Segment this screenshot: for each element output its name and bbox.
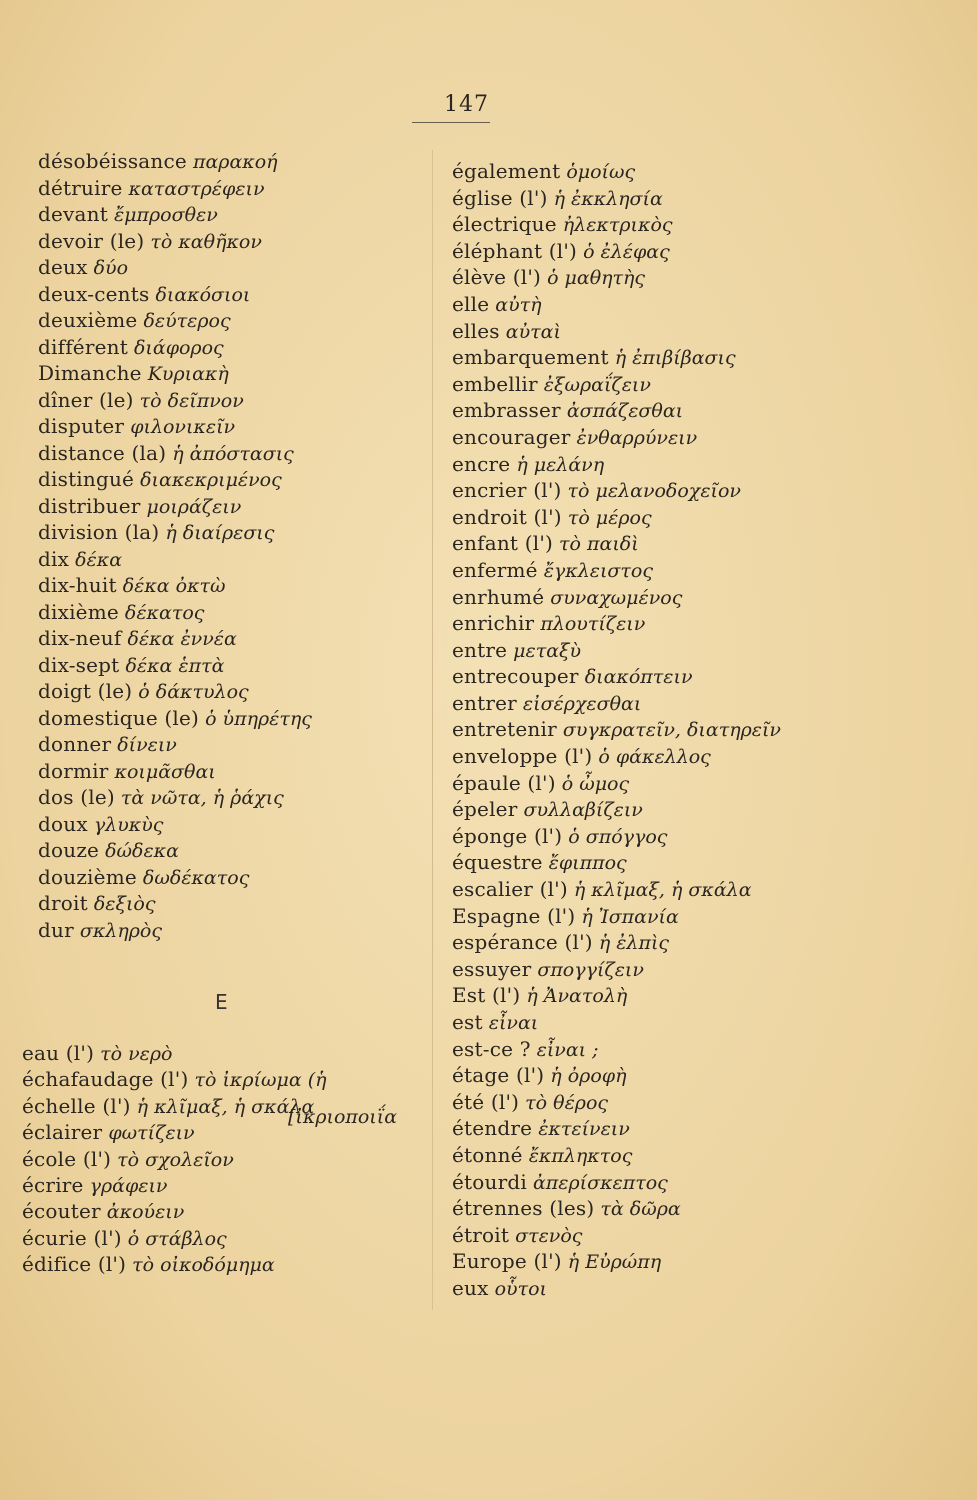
dictionary-entry <box>38 360 438 387</box>
dictionary-entry <box>452 770 952 797</box>
greek-translation: δέκα ὀκτὼ <box>122 575 226 597</box>
dictionary-entry <box>452 344 952 371</box>
greek-translation: ἔμπροσθεν <box>113 204 218 226</box>
greek-translation: φιλονικεῖν <box>130 416 236 438</box>
french-word: enveloppe (l') <box>452 744 593 769</box>
greek-translation: μοιράζειν <box>146 495 242 518</box>
greek-translation: ἡ κλῖμαξ, ἡ σκάλα <box>136 1095 315 1118</box>
french-word: droit <box>38 891 88 915</box>
french-word: électrique <box>452 212 557 237</box>
dictionary-entry <box>38 572 438 599</box>
french-word: dur <box>38 917 74 942</box>
dictionary-entry <box>38 413 438 440</box>
dictionary-entry <box>452 1062 952 1089</box>
greek-translation: ἡ Εὐρώπη <box>567 1251 662 1274</box>
french-word: élève (l') <box>452 265 542 290</box>
dictionary-entry <box>38 837 438 864</box>
dictionary-entry <box>452 451 952 478</box>
french-word: elles <box>452 318 500 343</box>
greek-translation: συλλαβίζειν <box>523 799 643 822</box>
dictionary-entry <box>452 1275 952 1302</box>
greek-translation: εἶναι ; <box>536 1038 599 1061</box>
dictionary-entry <box>452 1036 952 1063</box>
french-word: donner <box>38 732 112 756</box>
dictionary-entry <box>38 387 438 414</box>
french-word: écrire <box>22 1172 84 1197</box>
dictionary-entry <box>38 890 438 917</box>
french-word: étrennes (les) <box>452 1196 595 1221</box>
french-word: douze <box>38 838 100 862</box>
greek-translation: ἡ ἐλπὶς <box>598 932 670 955</box>
dictionary-entry <box>38 652 438 679</box>
french-word: devoir (le) <box>38 228 145 253</box>
french-word: doigt (le) <box>38 679 133 703</box>
greek-translation: ὁ ὦμος <box>561 772 630 795</box>
dictionary-entry <box>38 864 438 891</box>
greek-translation: ἡ ἀπόστασις <box>172 442 294 465</box>
dictionary-entry <box>38 228 438 255</box>
greek-translation: πλουτίζειν <box>540 613 646 636</box>
greek-translation: δεξιὸς <box>93 893 156 915</box>
french-word: enrhumé <box>452 584 545 609</box>
greek-translation: διακόπτειν <box>584 666 693 689</box>
greek-translation: συναχωμένος <box>550 586 683 609</box>
dictionary-entry <box>38 758 438 785</box>
french-word: deux-cents <box>38 281 150 306</box>
greek-translation: κοιμᾶσθαι <box>114 760 216 783</box>
greek-translation: ὁ ὑπηρέτης <box>205 707 312 730</box>
french-word: enfermé <box>452 557 538 582</box>
greek-translation: ὁ ἐλέφας <box>583 240 670 263</box>
greek-translation: μεταξὺ <box>513 639 582 662</box>
greek-translation: διακόσιοι <box>155 283 251 306</box>
dictionary-entry <box>22 1225 422 1251</box>
greek-translation: ἡ Ἀνατολὴ <box>526 985 628 1008</box>
french-word: église (l') <box>452 185 548 210</box>
greek-translation: τὸ δεῖπνον <box>139 389 244 412</box>
french-word: embrasser <box>452 398 561 423</box>
french-word: Espagne (l') <box>452 903 576 928</box>
dictionary-entry <box>452 903 952 930</box>
dictionary-entry <box>38 254 438 281</box>
french-word: différent <box>38 334 128 359</box>
french-word: distingué <box>38 467 135 491</box>
greek-translation: παρακοή <box>192 151 278 173</box>
dictionary-entry <box>452 371 952 398</box>
greek-translation: δέκα ἑπτὰ <box>125 654 225 677</box>
dictionary-entry <box>452 690 952 717</box>
dictionary-entry <box>38 519 438 546</box>
french-word: également <box>452 159 561 183</box>
greek-translation: οὗτοι <box>494 1277 547 1300</box>
french-word: épeler <box>452 797 518 822</box>
greek-translation: δέκα <box>75 548 123 571</box>
french-word: éponge (l') <box>452 823 563 848</box>
greek-translation: δύο <box>93 257 129 279</box>
dictionary-entry <box>452 637 952 664</box>
greek-translation: ἔγκλειστος <box>543 559 653 582</box>
french-word: étendre <box>452 1116 533 1141</box>
french-word: échelle (l') <box>22 1093 131 1118</box>
dictionary-entry <box>22 1198 422 1224</box>
dictionary-entry <box>38 705 438 732</box>
greek-translation: φωτίζειν <box>108 1122 195 1145</box>
french-word: épaule (l') <box>452 770 556 795</box>
dictionary-entry <box>452 1009 952 1036</box>
french-word: encourager <box>452 424 571 449</box>
french-word: eau (l') <box>22 1041 95 1065</box>
french-word: étage (l') <box>452 1063 545 1088</box>
dictionary-entry <box>452 1115 952 1142</box>
dictionary-entry <box>22 1146 422 1172</box>
french-word: embarquement <box>452 345 609 370</box>
greek-translation: ἡ ἐκκλησία <box>553 187 663 210</box>
dictionary-entry <box>38 175 438 202</box>
greek-translation: συγκρατεῖν, διατηρεῖν <box>562 719 781 742</box>
dictionary-entry <box>452 876 952 903</box>
dictionary-entry <box>38 917 438 944</box>
greek-translation: αὐταὶ <box>505 320 561 343</box>
french-word: espérance (l') <box>452 930 593 955</box>
dictionary-entry <box>452 663 952 690</box>
dictionary-entry <box>22 1172 422 1198</box>
french-word: deux <box>38 255 88 279</box>
greek-translation: τὸ νερὸ <box>100 1043 173 1065</box>
dictionary-entry <box>38 678 438 705</box>
header-rule <box>412 122 490 123</box>
greek-translation: διάφορος <box>133 336 224 359</box>
dictionary-entry <box>38 493 438 520</box>
dictionary-entry <box>38 599 438 626</box>
dictionary-entry <box>38 546 438 573</box>
french-word: édifice (l') <box>22 1252 127 1277</box>
french-word: dix-neuf <box>38 626 122 650</box>
dictionary-entry <box>452 1195 952 1222</box>
greek-translation: ἀσπάζεσθαι <box>566 400 684 423</box>
dictionary-entry <box>22 1251 422 1277</box>
greek-translation: τὰ νῶτα, ἡ ῥάχις <box>120 787 284 809</box>
french-word: enrichir <box>452 611 535 636</box>
french-word: étonné <box>452 1142 523 1167</box>
greek-translation: ὁ φάκελλος <box>598 746 711 769</box>
french-word: entrer <box>452 690 517 715</box>
greek-translation: τὸ παιδὶ <box>559 533 639 556</box>
dictionary-entry <box>452 796 952 823</box>
greek-translation: ἡ διαίρεσις <box>165 522 275 544</box>
dictionary-entry <box>452 158 952 185</box>
french-word: étroit <box>452 1222 510 1247</box>
french-word: dîner (le) <box>38 387 134 412</box>
greek-translation: ὁμοίως <box>566 161 636 183</box>
dictionary-entry <box>22 1066 422 1092</box>
dictionary-entry <box>452 424 952 451</box>
greek-translation: δωδέκατος <box>142 866 250 889</box>
dictionary-entry <box>452 530 952 557</box>
greek-translation: ἐξωραΐζειν <box>543 373 651 396</box>
greek-translation: αὐτὴ <box>495 293 542 316</box>
greek-translation: ὁ μαθητὴς <box>547 267 646 290</box>
dictionary-entry <box>452 318 952 345</box>
greek-translation: ὁ σπόγγος <box>568 825 668 848</box>
greek-translation: ἡ Ἰσπανία <box>581 905 679 928</box>
page-number: 147 <box>444 92 489 117</box>
greek-translation: ἠλεκτρικὸς <box>562 214 673 237</box>
greek-translation: ἡ κλῖμαξ, ἡ σκάλα <box>573 879 752 902</box>
greek-translation: εἰσέρχεσθαι <box>522 692 642 715</box>
greek-translation: ἡ ἐπιβίβασις <box>614 347 736 370</box>
greek-translation: ἀπερίσκεπτος <box>532 1171 668 1194</box>
greek-translation: ὁ στάβλος <box>127 1227 227 1250</box>
greek-translation: τὸ ἰκρίωμα (ἡ <box>194 1069 327 1092</box>
french-word: dix <box>38 546 70 571</box>
french-word: éléphant (l') <box>452 238 578 263</box>
french-word: entrecouper <box>452 664 579 689</box>
dictionary-entry <box>452 929 952 956</box>
greek-translation: ὁ δάκτυλος <box>138 681 249 703</box>
greek-translation: δεύτερος <box>143 310 231 332</box>
dictionary-entry <box>38 307 438 334</box>
french-word: Est (l') <box>452 983 521 1008</box>
french-word: dormir <box>38 758 109 783</box>
french-word: est-ce ? <box>452 1036 531 1061</box>
dictionary-entry <box>38 334 438 361</box>
french-word: écurie (l') <box>22 1225 122 1250</box>
french-word: dixième <box>38 599 119 624</box>
dictionary-entry <box>452 1169 952 1196</box>
greek-translation: ἡ μελάνη <box>516 453 605 476</box>
french-word: éclairer <box>22 1120 103 1145</box>
french-word: dix-sept <box>38 652 120 677</box>
dictionary-entry <box>452 956 952 983</box>
greek-translation: Κυριακὴ <box>147 363 229 385</box>
greek-translation: τὸ οἰκοδόμημα <box>132 1254 275 1277</box>
section-letter-e: E <box>215 990 228 1014</box>
french-word: distribuer <box>38 493 141 518</box>
french-word: Europe (l') <box>452 1249 562 1274</box>
dictionary-entry <box>452 264 952 291</box>
greek-translation: στενὸς <box>515 1224 583 1247</box>
greek-translation: τὸ μέρος <box>567 506 652 529</box>
french-word: encrier (l') <box>452 478 562 503</box>
greek-translation: τὰ δῶρα <box>600 1198 681 1221</box>
french-word: détruire <box>38 175 123 200</box>
greek-translation: τὸ σχολεῖον <box>117 1148 234 1171</box>
french-word: embellir <box>452 371 538 396</box>
dictionary-entry <box>452 584 952 611</box>
dictionary-entry <box>452 397 952 424</box>
french-word: été (l') <box>452 1089 520 1114</box>
greek-translation: σκληρὸς <box>79 919 162 942</box>
dictionary-entry <box>452 743 952 770</box>
right-column-entries <box>452 158 952 1302</box>
dictionary-entry <box>452 1222 952 1249</box>
dictionary-entry <box>452 211 952 238</box>
greek-translation: ἀκούειν <box>106 1201 185 1224</box>
french-word: désobéissance <box>38 149 187 173</box>
dictionary-entry <box>452 291 952 318</box>
greek-translation: δίνειν <box>117 734 177 756</box>
french-word: domestique (le) <box>38 705 200 730</box>
greek-translation: τὸ θέρος <box>525 1091 609 1114</box>
dictionary-entry <box>38 731 438 758</box>
french-word: endroit (l') <box>452 504 562 529</box>
dictionary-entry <box>38 148 438 175</box>
dictionary-entry <box>452 557 952 584</box>
greek-translation: γράφειν <box>89 1174 168 1197</box>
dictionary-entry <box>452 1089 952 1116</box>
greek-translation: καταστρέφειν <box>128 177 265 200</box>
dictionary-entry <box>452 823 952 850</box>
dictionary-entry <box>452 849 952 876</box>
french-word: encre <box>452 451 511 476</box>
greek-translation: τὸ μελανοδοχεῖον <box>567 480 741 503</box>
french-word: école (l') <box>22 1146 112 1171</box>
french-word: Dimanche <box>38 361 142 385</box>
french-word: équestre <box>452 850 543 875</box>
dictionary-entry <box>38 811 438 838</box>
greek-translation: δέκα ἐννέα <box>127 628 237 650</box>
greek-translation: ἐκτείνειν <box>538 1118 630 1141</box>
french-word: devant <box>38 202 108 226</box>
french-word: échafaudage (l') <box>22 1067 189 1092</box>
french-word: escalier (l') <box>452 877 568 902</box>
dictionary-entry <box>452 982 952 1009</box>
greek-translation: ἔκπληκτος <box>528 1144 633 1167</box>
french-word: dos (le) <box>38 785 115 809</box>
french-word: doux <box>38 811 88 836</box>
greek-translation: ἐνθαρρύνειν <box>576 426 698 449</box>
dictionary-entry <box>452 610 952 637</box>
french-word: disputer <box>38 414 125 438</box>
left-column-d-entries <box>38 148 438 943</box>
dictionary-entry <box>38 784 438 811</box>
french-word: entretenir <box>452 717 557 742</box>
greek-translation: δώδεκα <box>105 840 179 862</box>
french-word: eux <box>452 1275 489 1300</box>
dictionary-entry <box>452 238 952 265</box>
greek-translation: ἔφιππος <box>548 852 627 875</box>
greek-translation: διακεκριμένος <box>140 469 282 491</box>
french-word: elle <box>452 291 490 316</box>
french-word: étourdi <box>452 1169 527 1194</box>
dictionary-entry <box>38 440 438 467</box>
dictionary-entry <box>22 1040 422 1066</box>
continuation-note: [ἰκριοποιΐα <box>288 1106 398 1128</box>
left-column-e-entries <box>22 1040 422 1278</box>
french-word: douzième <box>38 864 137 889</box>
dictionary-entry <box>452 1248 952 1275</box>
dictionary-entry <box>452 504 952 531</box>
dictionary-entry <box>38 625 438 652</box>
dictionary-entry <box>452 185 952 212</box>
dictionary-entry <box>38 466 438 493</box>
greek-translation: τὸ καθῆκον <box>150 230 262 253</box>
french-word: distance (la) <box>38 440 167 465</box>
french-word: enfant (l') <box>452 531 554 556</box>
french-word: essuyer <box>452 956 532 981</box>
dictionary-entry <box>452 477 952 504</box>
french-word: division (la) <box>38 520 160 544</box>
french-word: deuxième <box>38 308 138 332</box>
dictionary-entry <box>452 716 952 743</box>
dictionary-entry <box>452 1142 952 1169</box>
dictionary-entry <box>38 281 438 308</box>
french-word: entre <box>452 637 508 662</box>
greek-translation: σπογγίζειν <box>537 958 644 981</box>
french-word: écouter <box>22 1199 101 1224</box>
greek-translation: ἡ ὀροφὴ <box>550 1065 627 1088</box>
greek-translation: γλυκὺς <box>93 813 164 836</box>
dictionary-entry <box>38 201 438 228</box>
french-word: est <box>452 1010 483 1034</box>
greek-translation: δέκατος <box>124 601 205 624</box>
french-word: dix-huit <box>38 573 117 597</box>
greek-translation: εἶναι <box>488 1012 539 1034</box>
